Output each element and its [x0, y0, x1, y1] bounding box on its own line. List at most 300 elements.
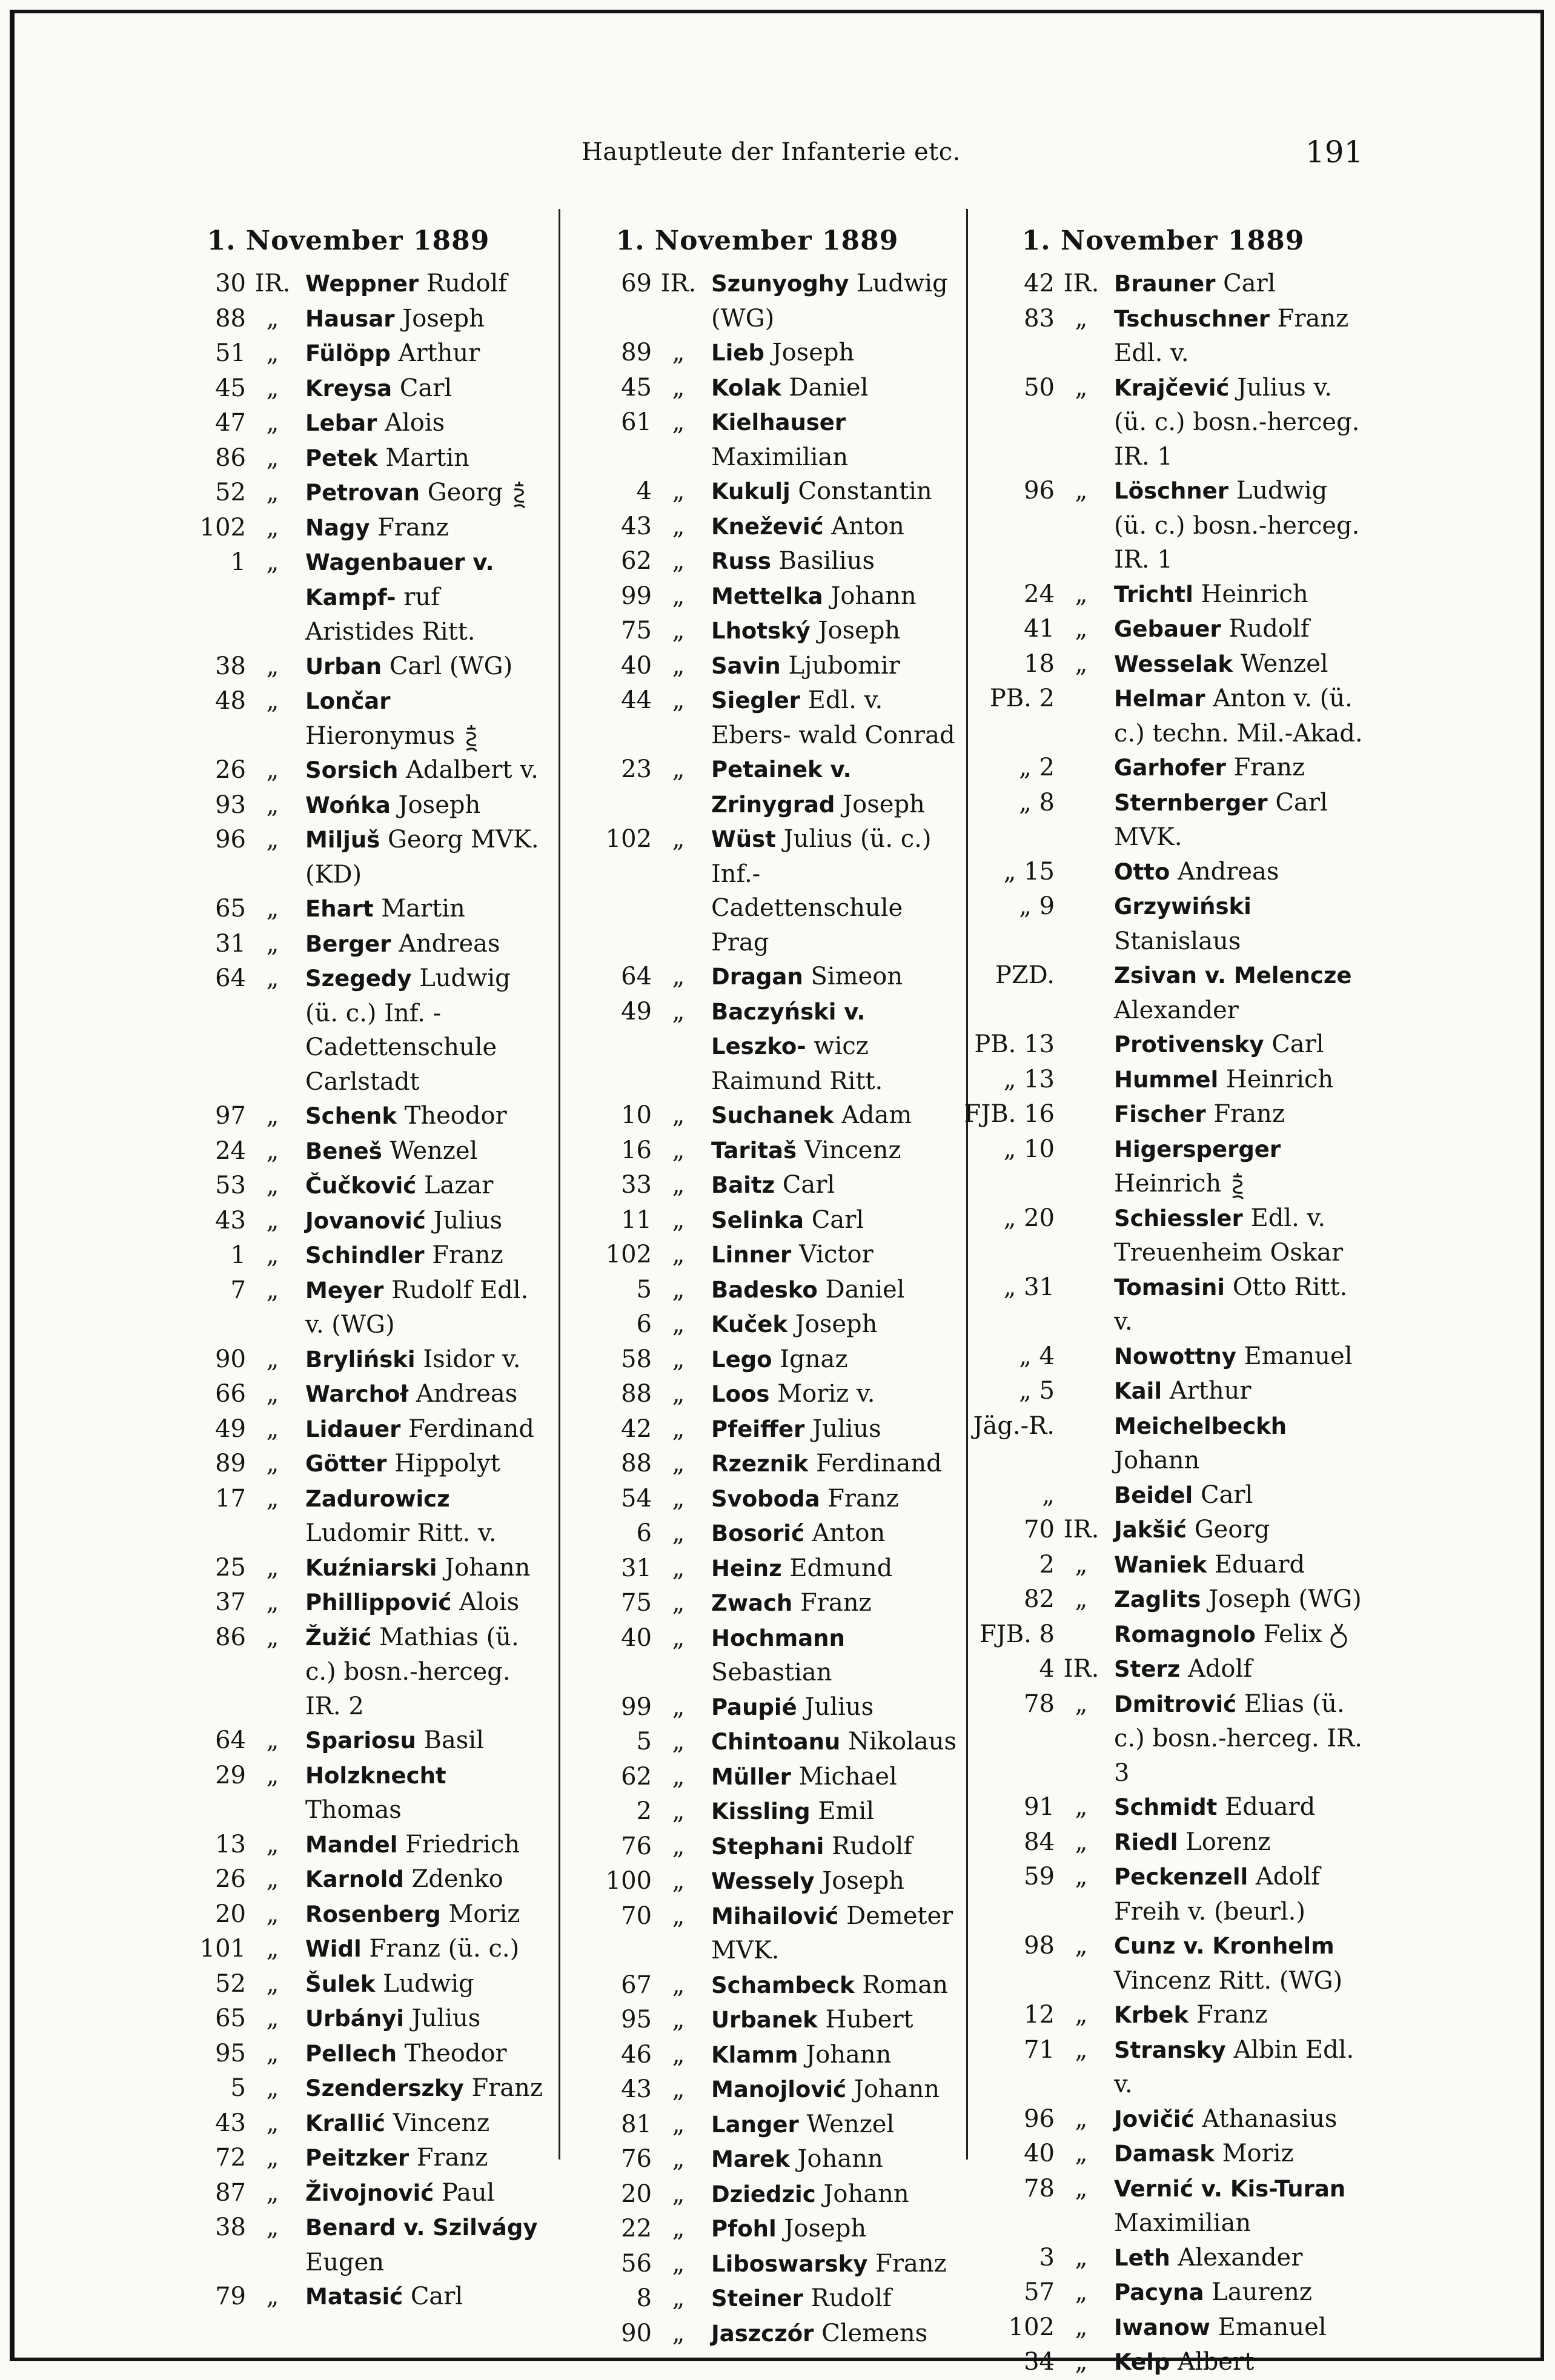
unit-abbrev: „: [672, 2215, 685, 2242]
roster-entry: [960, 1582, 1366, 1617]
roster-entry: [151, 1551, 545, 1586]
officer-name: [299, 684, 545, 753]
officer-name: [705, 2247, 957, 2282]
unit-abbrev: „: [1075, 580, 1088, 608]
roster-entry: [960, 647, 1366, 682]
unit-abbrev: „: [672, 373, 685, 402]
unit-abbrev: „: [672, 1867, 685, 1895]
given-name-and-notes: Franz: [471, 2074, 543, 2102]
roster-entry: [151, 1585, 545, 1620]
roster-entry: [151, 753, 545, 788]
given-name-and-notes: Wenzel: [390, 1136, 478, 1165]
roster-entry: [557, 960, 957, 995]
surname: Schenk: [305, 1103, 397, 1129]
surname: Krajčević: [1114, 374, 1230, 401]
given-name-and-notes: Georg MVK. (KD): [305, 826, 539, 889]
given-name-and-notes: Elias (ü. c.) bosn.-herceg. IR. 3: [1114, 1689, 1362, 1787]
given-name-and-notes: Heinrich: [1201, 580, 1308, 608]
regiment-number: 43: [215, 1206, 246, 1235]
roster-entry: [557, 1447, 957, 1482]
given-name-and-notes: Stanislaus: [1114, 927, 1241, 955]
regiment-number: 29: [215, 1761, 246, 1789]
officer-name: [705, 1794, 957, 1829]
officer-name: [1108, 1513, 1366, 1548]
unit-abbrev: „: [1075, 2313, 1088, 2341]
regiment-number: 41: [1024, 615, 1055, 643]
officer-name: [299, 2001, 545, 2037]
surname: Kreysa: [305, 375, 393, 402]
surname: Weppner: [305, 271, 419, 297]
given-name-and-notes: Constantin: [798, 477, 932, 505]
officer-name: [1108, 1201, 1366, 1270]
regiment-number: 43: [215, 2109, 246, 2137]
roster-entry: [960, 1687, 1366, 1791]
roster-entry: [151, 649, 545, 684]
given-name-and-notes: Johann: [854, 2075, 940, 2103]
roster-entry: [960, 474, 1366, 577]
officer-name: [299, 1099, 545, 1134]
unit-abbrev: „: [266, 756, 279, 784]
surname: Pacyna: [1114, 2279, 1204, 2305]
roster-entry: [151, 1447, 545, 1482]
roster-entry: [960, 2172, 1366, 2241]
unit-abbrev: „: [1075, 1932, 1088, 1960]
given-name-and-notes: Rudolf: [426, 270, 508, 297]
officer-name: [705, 2142, 957, 2177]
roster-entry: [557, 1516, 957, 1551]
officer-name: [1108, 1998, 1366, 2033]
regiment-number: 86: [215, 443, 246, 472]
roster-entry: [557, 2072, 957, 2107]
given-name-and-notes: Carl: [1200, 1480, 1253, 1509]
roster-entry: [557, 509, 957, 545]
regiment-number: 71: [1024, 2035, 1055, 2064]
regiment-number: 5: [636, 1728, 652, 1755]
regiment-number: 67: [621, 1971, 652, 1999]
given-name-and-notes: Carl: [782, 1171, 835, 1199]
roster-entry: [151, 892, 545, 927]
unit-abbrev: „: [672, 1171, 685, 1199]
surname: Pfohl: [711, 2216, 777, 2242]
unit-abbrev: „: [672, 686, 685, 714]
roster-entry: [960, 577, 1366, 612]
unit-abbrev: „: [1075, 477, 1088, 505]
regiment-number: 78: [1024, 2174, 1055, 2203]
unit-abbrev: „: [672, 1345, 685, 1373]
officer-name: [299, 302, 545, 337]
officer-name: [705, 1377, 957, 1412]
roster-entry: [960, 1790, 1366, 1825]
surname: Holzknecht: [305, 1762, 446, 1789]
roster-entry: [557, 1377, 957, 1412]
officer-name: [299, 1204, 545, 1239]
officer-name: [299, 1551, 545, 1586]
given-name-and-notes: Maximilian: [1114, 2209, 1252, 2237]
roster-entry: [960, 855, 1366, 890]
surname: Wońka: [305, 792, 391, 818]
unit-abbrev: „: [266, 2282, 279, 2310]
officer-name: [1108, 612, 1366, 647]
given-name-and-notes: Theodor: [404, 2039, 507, 2067]
unit-abbrev: „: [672, 582, 685, 610]
given-name-and-notes: Paul: [441, 2178, 495, 2207]
unit-abbrev: „: [266, 1553, 279, 1582]
regiment-number: 22: [621, 2215, 652, 2242]
surname: Garhofer: [1114, 755, 1226, 781]
unit-abbrev: „: [266, 2004, 279, 2032]
unit-abbrev: „: [1075, 2035, 1088, 2064]
unit-abbrev: „: [672, 2284, 685, 2312]
regiment-number: 26: [215, 756, 246, 784]
roster-entry: [151, 1897, 545, 1932]
surname: Fischer: [1114, 1101, 1206, 1127]
binding-edge: [10, 10, 15, 2361]
officer-name: [1108, 1617, 1366, 1652]
given-name-and-notes: Adolf Freih v. (beurl.): [1114, 1863, 1321, 1926]
surname: Kuźniarski: [305, 1554, 437, 1581]
given-name-and-notes: Franz (ü. c.): [369, 1935, 520, 1963]
given-name-and-notes: Hippolyt: [394, 1450, 500, 1477]
surname: Iwanow: [1114, 2314, 1210, 2341]
officer-name: [299, 1723, 545, 1758]
regiment-number: FJB. 8: [979, 1620, 1055, 1648]
officer-name: [1108, 1374, 1366, 1409]
given-name-and-notes: Athanasius: [1202, 2104, 1338, 2133]
surname: Löschner: [1114, 478, 1228, 504]
given-name-and-notes: Andreas: [399, 929, 500, 958]
unit-abbrev: „: [266, 1865, 279, 1893]
regiment-number: 20: [621, 2179, 652, 2208]
officer-name: [1108, 855, 1366, 890]
officer-name: [1108, 1687, 1366, 1791]
regiment-number: 88: [621, 1380, 652, 1408]
officer-name: [299, 2037, 545, 2072]
roster-entry: [960, 2275, 1366, 2310]
medal-icon: [1328, 1622, 1349, 1651]
unit-abbrev: „: [266, 1969, 279, 1998]
officer-name: [705, 1899, 957, 1968]
surname: Krallić: [305, 2110, 385, 2136]
roster-entry: [557, 2142, 957, 2177]
given-name-and-notes: Julius: [433, 1206, 503, 1235]
regiment-number: 93: [215, 791, 246, 819]
given-name-and-notes: Moriz v.: [777, 1380, 875, 1408]
surname: Protivensky: [1114, 1032, 1264, 1058]
officer-name: [1108, 2033, 1366, 2102]
officer-name: [705, 1482, 957, 1517]
officer-name: [1108, 474, 1366, 577]
regiment-number: 40: [621, 651, 652, 680]
roster-entry: [557, 1794, 957, 1829]
unit-abbrev: „: [672, 617, 685, 645]
unit-abbrev: „: [1075, 304, 1088, 333]
officer-name: [1108, 2172, 1366, 2241]
officer-name: [299, 1342, 545, 1377]
surname: Urbányi: [305, 2006, 404, 2032]
officer-name: [1108, 302, 1366, 371]
given-name-and-notes: Alois: [385, 409, 445, 437]
roster-entry: [151, 1099, 545, 1134]
given-name-and-notes: Moriz: [1222, 2140, 1294, 2167]
unit-abbrev: „: [672, 1101, 685, 1129]
surname: Siegler: [711, 688, 800, 714]
surname: Romagnolo: [1114, 1621, 1256, 1648]
surname: Götter: [305, 1451, 387, 1477]
surname: Kuček: [711, 1311, 787, 1338]
regiment-number: 2: [1039, 1550, 1055, 1579]
roster-entry: [960, 2345, 1366, 2380]
roster-entry: [960, 1132, 1366, 1201]
surname: Bryliński: [305, 1346, 416, 1373]
given-name-and-notes: Julius (ü. c.) Inf.- Cadettenschule Prag: [711, 825, 932, 956]
surname: Urbanek: [711, 2007, 818, 2033]
column-1: [151, 224, 545, 2315]
officer-name: [705, 614, 957, 649]
officer-name: [299, 1932, 545, 1967]
surname: Phillippović: [305, 1589, 452, 1616]
given-name-and-notes: Michael: [798, 1762, 897, 1791]
officer-name: [705, 1342, 957, 1377]
surname: Jaszczór: [711, 2320, 814, 2347]
given-name-and-notes: Alois: [459, 1588, 520, 1616]
given-name-and-notes: Nikolaus: [848, 1728, 957, 1755]
roster-entry: [960, 1825, 1366, 1860]
surname: Benard v. Szilvágy: [305, 2215, 538, 2241]
regiment-number: 23: [621, 755, 652, 783]
regiment-number: 97: [215, 1102, 246, 1130]
surname: Gebauer: [1114, 616, 1221, 642]
surname: Jakšić: [1114, 1517, 1187, 1543]
surname: Schindler: [305, 1242, 425, 1268]
given-name-and-notes: ruf Aristides Ritt.: [305, 583, 476, 646]
surname: Baczyński v. Leszko-: [711, 998, 866, 1059]
officer-name: [1108, 1860, 1366, 1929]
officer-name: [705, 2072, 957, 2107]
surname: Trichtl: [1114, 581, 1193, 608]
unit-abbrev: „: [266, 652, 279, 680]
roster-entry: [557, 1238, 957, 1273]
regiment-number: 89: [215, 1450, 246, 1477]
unit-abbrev: „: [1075, 615, 1088, 643]
unit-abbrev: „: [672, 408, 685, 436]
surname: Kail: [1114, 1378, 1162, 1404]
regiment-number: 40: [1024, 2140, 1055, 2167]
unit-abbrev: „: [1075, 1793, 1088, 1821]
officer-name: [299, 2106, 545, 2141]
unit-abbrev: „: [1075, 1550, 1088, 1579]
regiment-number: 69: [621, 270, 652, 297]
roster-entry: [151, 1238, 545, 1273]
surname: Wessely: [711, 1868, 815, 1894]
officer-name: [1108, 1339, 1366, 1374]
roster-entry: [557, 2316, 957, 2352]
surname: Steiner: [711, 2286, 803, 2312]
regiment-number: 45: [621, 373, 652, 402]
roster-entry: [960, 371, 1366, 474]
officer-name: [299, 1447, 545, 1482]
unit-abbrev: „: [266, 687, 279, 715]
given-name-and-notes: Franz: [827, 1484, 899, 1513]
roster-entry: [151, 406, 545, 441]
roster-entry: [557, 1482, 957, 1517]
unit-abbrev: „: [266, 1830, 279, 1858]
surname: Lončar: [305, 688, 391, 714]
surname: Helmar: [1114, 686, 1205, 712]
given-name-and-notes: Rudolf: [1228, 615, 1310, 643]
officer-name: [705, 371, 957, 406]
surname: Krbek: [1114, 2002, 1189, 2028]
roster-entry: [557, 2038, 957, 2073]
roster-entry: [960, 1270, 1366, 1339]
given-name-and-notes: Johann: [1114, 1447, 1200, 1474]
officer-name: [705, 1273, 957, 1308]
regiment-number: 49: [621, 997, 652, 1026]
officer-name: [1108, 1062, 1366, 1098]
unit-abbrev: „: [672, 2145, 685, 2173]
regiment-number: 102: [199, 513, 246, 542]
surname: Ehart: [305, 896, 374, 922]
roster-entry: [557, 1586, 957, 1621]
surname: Bosorić: [711, 1520, 804, 1546]
regiment-number: „ 9: [1019, 892, 1055, 920]
surname: Warchoł: [305, 1381, 409, 1407]
regiment-number: 42: [1024, 270, 1055, 297]
column-heading: 1. November 1889: [207, 225, 490, 256]
regiment-number: 16: [621, 1136, 652, 1164]
regiment-number: 52: [215, 479, 246, 506]
roster-entry: [960, 1652, 1366, 1687]
officer-name: [705, 1586, 957, 1621]
given-name-and-notes: Martin: [385, 443, 469, 472]
officer-name: [1108, 1929, 1366, 1998]
surname: Brauner: [1114, 271, 1216, 297]
officer-name: [705, 1621, 957, 1690]
regiment-number: 42: [621, 1414, 652, 1443]
surname: Kelp: [1114, 2349, 1170, 2375]
regiment-number: 75: [621, 617, 652, 645]
unit-abbrev: „: [672, 1901, 685, 1930]
officer-name: [1108, 1825, 1366, 1860]
roster-entry: [557, 1307, 957, 1342]
regiment-number: FJB. 16: [964, 1100, 1055, 1128]
roster-entry: [960, 1929, 1366, 1998]
given-name-and-notes: Carl: [811, 1205, 864, 1234]
roster-entry: [151, 2071, 545, 2106]
regiment-number: Jäg.-R.: [973, 1411, 1055, 1440]
unit-abbrev: „: [266, 964, 279, 992]
regiment-number: 65: [215, 2004, 246, 2032]
regiment-number: 91: [1024, 1793, 1055, 1821]
regiment-number: 37: [215, 1588, 246, 1616]
surname: Čučković: [305, 1173, 417, 1199]
officer-name: [299, 441, 545, 476]
unit-abbrev: „: [672, 1205, 685, 1234]
officer-name: [705, 1516, 957, 1551]
given-name-and-notes: Andreas: [1177, 857, 1279, 886]
officer-name: [299, 961, 545, 1099]
column-heading: 1. November 1889: [615, 225, 899, 256]
roster-entry: [151, 961, 545, 1099]
roster-entry: [960, 302, 1366, 371]
given-name-and-notes: Franz: [875, 2249, 947, 2278]
given-name-and-notes: Georg: [427, 479, 503, 506]
given-name-and-notes: Franz: [1233, 754, 1305, 781]
officer-name: [705, 579, 957, 614]
surname: Hochmann: [711, 1625, 845, 1651]
surname: Klamm: [711, 2041, 798, 2068]
officer-name: [1108, 1409, 1366, 1478]
unit-abbrev: „: [672, 2319, 685, 2347]
unit-abbrev: „: [266, 513, 279, 542]
surname: Matasić: [305, 2284, 403, 2310]
regiment-number: „ 4: [1019, 1342, 1055, 1370]
officer-name: [1108, 1270, 1366, 1339]
given-name-and-notes: Victor: [799, 1241, 874, 1268]
given-name-and-notes: Franz: [800, 1589, 872, 1617]
roster-entry: [960, 612, 1366, 647]
regiment-number: 24: [215, 1136, 246, 1165]
regiment-number: 4: [1039, 1655, 1055, 1683]
surname: Fülöpp: [305, 340, 391, 366]
regiment-number: 101: [199, 1935, 246, 1963]
officer-name: [705, 1098, 957, 1133]
given-name-and-notes: Vincenz: [393, 2109, 490, 2137]
roster-entry: [151, 823, 545, 892]
regiment-number: 1: [230, 1241, 246, 1269]
officer-name: [299, 1412, 545, 1447]
unit-abbrev: „: [1075, 2001, 1088, 2029]
officer-name: [1108, 2345, 1366, 2380]
given-name-and-notes: Ferdinand: [816, 1450, 942, 1477]
regiment-number: 96: [1024, 477, 1055, 505]
roster-entry: [151, 511, 545, 546]
regiment-number: 53: [215, 1172, 246, 1199]
given-name-and-notes: Edl. v. Ebers- wald Conrad: [711, 686, 955, 749]
given-name-and-notes: Ludwig (ü. c.) Inf. - Cadettenschule Carlstadt: [305, 964, 511, 1096]
regiment-number: 62: [621, 1762, 652, 1791]
unit-abbrev: „: [266, 826, 279, 854]
given-name-and-notes: Arthur: [1169, 1377, 1252, 1405]
roster-entry: [151, 1828, 545, 1863]
regiment-number: 95: [621, 2006, 652, 2034]
given-name-and-notes: Sebastian: [711, 1659, 832, 1686]
unit-abbrev: „: [266, 791, 279, 819]
officer-name: [299, 2141, 545, 2176]
unit-abbrev: „: [672, 1380, 685, 1408]
officer-name: [1108, 958, 1366, 1027]
unit-abbrev: „: [672, 1692, 685, 1721]
surname: Otto: [1114, 858, 1170, 885]
regiment-number: 54: [621, 1484, 652, 1513]
officer-name: [299, 1967, 545, 2002]
unit-abbrev: „: [672, 2179, 685, 2208]
regiment-number: 38: [215, 652, 246, 680]
given-name-and-notes: Anton: [831, 512, 904, 540]
unit-abbrev: „: [672, 1728, 685, 1755]
unit-abbrev: „: [672, 1623, 685, 1652]
regiment-number: 102: [1008, 2313, 1055, 2341]
regiment-number: 20: [215, 1900, 246, 1928]
given-name-and-notes: Joseph: [398, 791, 481, 819]
given-name-and-notes: Ignaz: [780, 1345, 848, 1373]
regiment-number: 38: [215, 2213, 246, 2241]
regiment-number: 64: [215, 1726, 246, 1754]
roster-entry: [151, 1273, 545, 1342]
given-name-and-notes: Edmund: [789, 1554, 893, 1582]
surname: Beidel: [1114, 1482, 1193, 1508]
regiment-number: 59: [1024, 1863, 1055, 1891]
roster-entry: [151, 1377, 545, 1412]
